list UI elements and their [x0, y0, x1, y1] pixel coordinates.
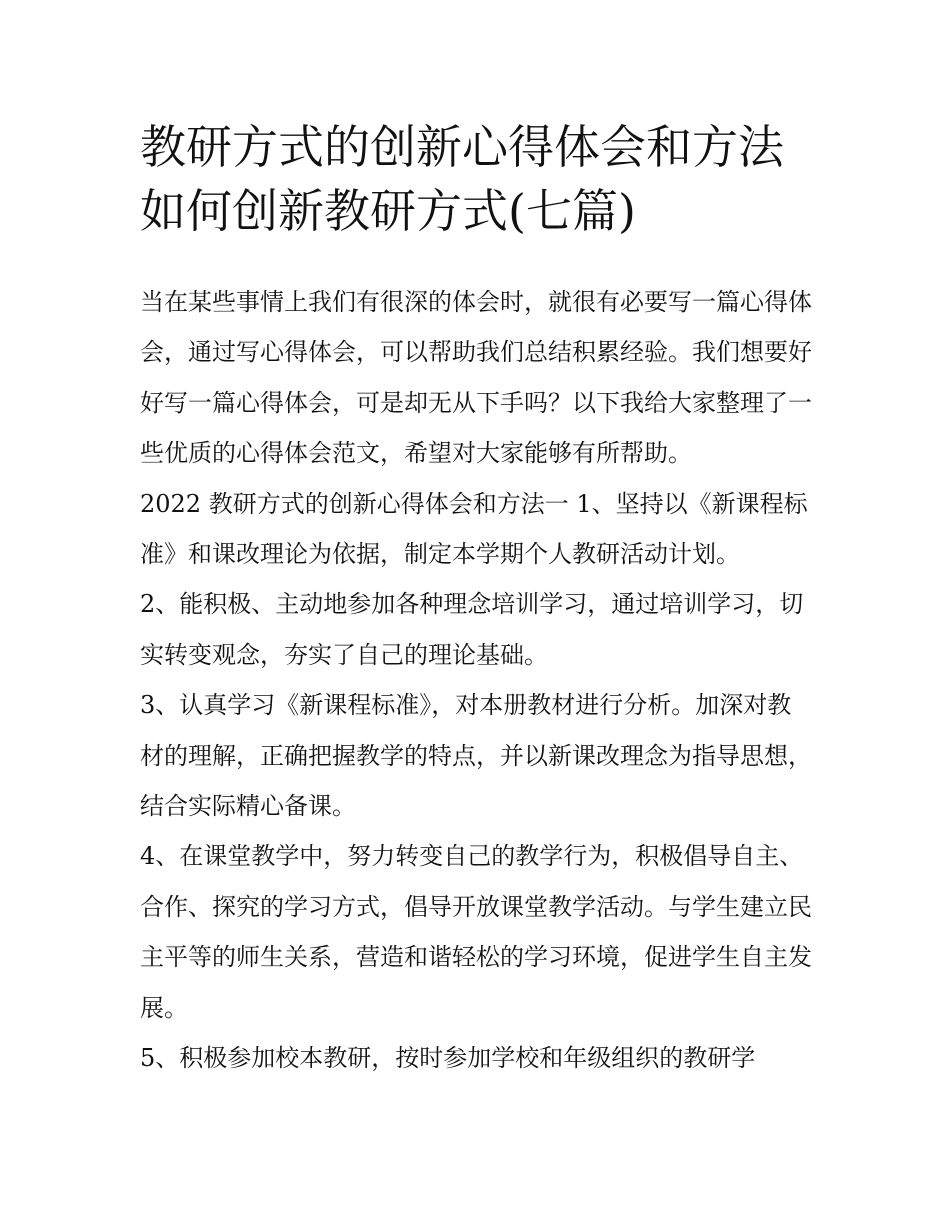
paragraph-2: 2、能积极、主动地参加各种理念培训学习，通过培训学习，切实转变观念，夯实了自己的理论基础。: [140, 590, 804, 669]
paragraph-1: 2022 教研方式的创新心得体会和方法一 1、坚持以《新课程标准》和课改理论为依据，制定本学期个人教研活动计划。: [140, 489, 808, 569]
document-title: 教研方式的创新心得体会和方法 如何创新教研方式(七篇): [140, 120, 784, 238]
paragraph-3: 3、认真学习《新课程标准》，对本册教材进行分析。加深对教材的理解，正确把握教学的特点，并以新课改理念为指导思想，结合实际精心备课。: [140, 691, 812, 821]
paragraph-4: 4、在课堂教学中，努力转变自己的教学行为，积极倡导自主、合作、探究的学习方式，倡导开放课堂教学活动。与学生建立民主平等的师生关系，营造和谐轻松的学习环境，促进学生自主发展。: [140, 842, 812, 1022]
paragraph-intro: 当在某些事情上我们有很深的体会时，就很有必要写一篇心得体会，通过写心得体会，可以帮助我们总结积累经验。我们想要好好写一篇心得体会，可是却无从下手吗？以下我给大家整理了一些优质的心得体会范文，希望对大家能够有所帮助。: [140, 288, 812, 468]
paragraph-5: 5、积极参加校本教研，按时参加学校和年级组织的教研学: [140, 1044, 756, 1073]
document-body: [140, 277, 815, 1084]
